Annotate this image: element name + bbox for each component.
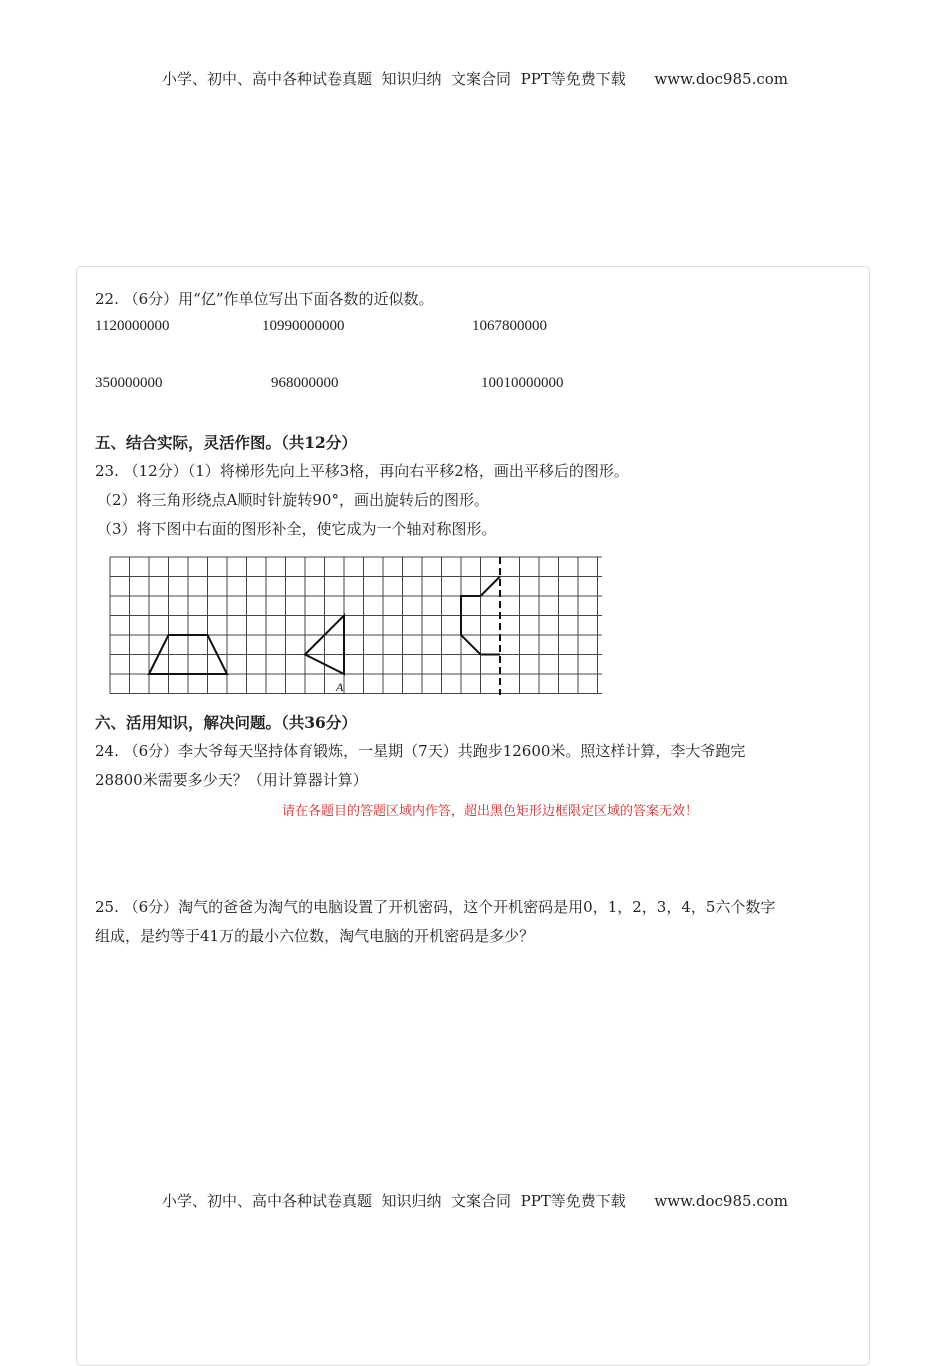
section-6-title: 六、活用知识，解决问题。（共36分） xyxy=(95,713,357,732)
q22-number-1: 1120000000 xyxy=(95,318,170,334)
question-25-line-1: 25. （6分）淘气的爸爸为淘气的电脑设置了开机密码，这个开机密码是用0，1，2，3，4，5六个数字 xyxy=(95,898,776,916)
answer-area-notice: 请在各题目的答题区域内作答，超出黑色矩形边框限定区域的答案无效！ xyxy=(281,804,698,819)
point-a-label: A xyxy=(336,680,344,694)
q22-number-4: 350000000 xyxy=(95,375,163,391)
question-25-line-2: 组成，是约等于41万的最小六位数，淘气电脑的开机密码是多少？ xyxy=(95,927,535,945)
q22-number-2: 10990000000 xyxy=(262,318,345,334)
page-header: 小学、初中、高中各种试卷真题 知识归纳 文案合同 PPT等免费下载 www.doc985.com xyxy=(161,70,788,88)
question-23-line-3: （3）将下图中右面的图形补全，使它成为一个轴对称图形。 xyxy=(97,520,497,538)
q22-number-3: 1067800000 xyxy=(472,318,547,334)
page-footer: 小学、初中、高中各种试卷真题 知识归纳 文案合同 PPT等免费下载 www.doc985.com xyxy=(161,1192,788,1210)
section-5-title: 五、结合实际，灵活作图。（共12分） xyxy=(95,433,357,452)
question-24-line-2: 28800米需要多少天？（用计算器计算） xyxy=(95,771,368,789)
question-22-stem: 22. （6分）用“亿”作单位写出下面各数的近似数。 xyxy=(95,290,434,308)
q22-number-5: 968000000 xyxy=(271,375,339,391)
question-24-line-1: 24. （6分）李大爷每天坚持体育锻炼，一星期（7天）共跑步12600米。照这样计算，李大爷跑完 xyxy=(95,742,746,760)
drawing-grid xyxy=(108,555,604,699)
q22-number-6: 10010000000 xyxy=(481,375,564,391)
question-23-line-2: （2）将三角形绕点A顺时针旋转90°，画出旋转后的图形。 xyxy=(97,491,489,509)
question-23-line-1: 23. （12分）（1）将梯形先向上平移3格，再向右平移2格，画出平移后的图形。 xyxy=(95,462,629,480)
